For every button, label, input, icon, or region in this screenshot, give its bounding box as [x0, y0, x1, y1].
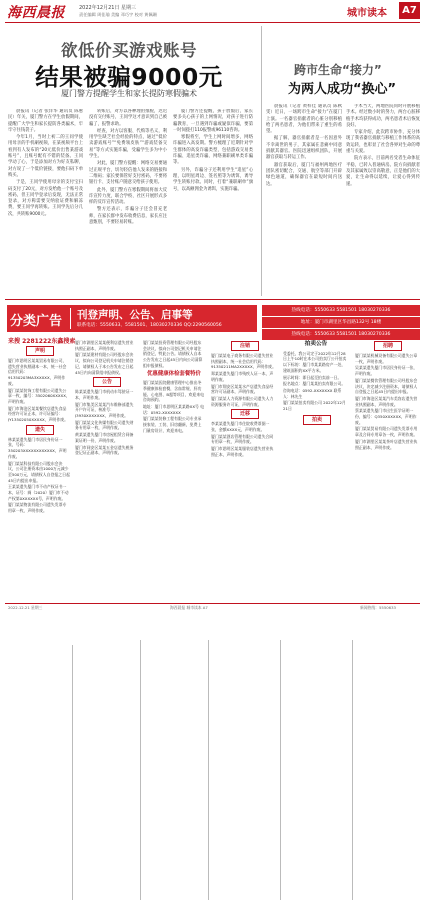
masthead-rule — [5, 22, 420, 23]
classifieds-section — [0, 300, 425, 603]
article2-headline: 为两人成功“换心” — [288, 82, 397, 97]
category-label: 遗失 — [26, 425, 54, 435]
paragraph: 转账后，对方以各种理由推脱，迟迟没有交付账号，王同学这才意识到自己被骗了，报警求助。 — [89, 109, 167, 127]
classifieds-info-box — [262, 305, 420, 340]
ad-item: 王某某遗失厦门市不动产权证书一本，证号：闽（2020）厦门市不动产权第0XXXXXX号，声明作废。 — [8, 484, 69, 501]
classifieds-column-1 — [8, 345, 70, 600]
ad-item: 厦门某某物流有限公司遗失发票专用章一枚，声明作废。 — [8, 502, 67, 514]
ad-item: 咨询电话：0592-XXXXXXX 联系人：林先生 — [283, 387, 342, 399]
ad-item: 厦门某某贸易有限公司遗失发票专用章及合同专用章各一枚，声明作废。 — [355, 426, 418, 438]
article1-column-1 — [8, 109, 83, 293]
classifieds-column-4 — [211, 340, 277, 600]
column-divider — [72, 645, 73, 900]
paragraph: 院方表示，目前两名受者生命体征平稳，已转入普通病房。院方向捐献者及其家属致以崇高敬意，正是他们的大爱，让生命得以延续，让爱心得到传递。 — [346, 156, 420, 187]
paragraph: 寒假将至，学生上网时间增多，网络诈骗进入高发期。警方梳理了近期针对学生群体的高发诈骗类型，包括游戏交易类诈骗、追星类诈骗、网络兼职刷单类诈骗等。 — [173, 135, 253, 166]
footer-rule — [5, 603, 420, 604]
page-footer — [0, 603, 425, 611]
ad-item: 厦门市湖里区某某茶叶店遗失营业执照正副本，声明作废。 — [355, 438, 418, 450]
article2-column-1 — [266, 104, 342, 252]
article1-subhead: 厦门警方提醒学生和家长提防寒假骗术 — [61, 89, 197, 98]
ad-item: 李某某遗失厦门市住院收费票据一张，金额XXXX元，声明作废。 — [211, 421, 270, 433]
ad-item: 郑某某遗失厦门市残疾人证一本，声明作废。 — [211, 371, 274, 382]
info-address: 地址：厦门市湖里区华昌路132号 18楼 — [300, 320, 382, 325]
paragraph: 今年1月，当时上初二的王同学使用母亲的手机刷视频，在某视频平台上看到有人发布的“20元低价出售某游戏账号”，且账号配有不错的装备。王同学动了心，于是添加对方为好友私聊，对方说了一个低价链接，要他扫码下单购买。 — [8, 135, 83, 178]
category-label: 公告 — [93, 377, 121, 387]
section-label: 城市读本 — [347, 8, 387, 19]
article2-column-2 — [346, 104, 420, 294]
page-number: A7 — [402, 5, 417, 16]
auction-notice-title: 拍卖公告 — [304, 341, 328, 347]
column-divider — [140, 640, 141, 900]
ad-item: 厦门某某装修工程有限公司专业承接家装、工装、旧房翻新，免费上门量房设计，欢迎来电。 — [143, 416, 202, 433]
category-label: 声明 — [26, 346, 54, 356]
column-divider — [208, 640, 209, 900]
paragraph: 手术当天，两地医院同时开展移植手术。经过数小时的努力，两台心脏移植手术均获得成功，两名患者术后恢复良好。 — [346, 104, 420, 128]
article1-headline: 结果被骗9000元 — [35, 63, 223, 91]
ad-item: 厦门某某装饰工程有限公司遗失公章一枚，编号：3502060XXXXX，声明作废。 — [8, 387, 70, 404]
ad-item: 厦门市思明区某某服装店遗失营业执照正本，声明作废。 — [211, 446, 274, 457]
ad-item: 受委托，我公司定于2022年12月28日上午10时在本公司拍卖厅公开拍卖以下标的：厦门市某某路房产一处，建筑面积约XX平方米。 — [283, 350, 347, 373]
classifieds-banner — [7, 305, 257, 332]
column-divider — [280, 640, 281, 900]
ad-item: 黄某某遗失厦门市房屋租赁合同备案证明一份，声明作废。 — [75, 432, 134, 443]
ad-item: 厦门某某投资管理有限公司经股东会决议，拟向公司登记机关申请注销登记，特此公告。请债权人自本公告发布之日起45日内向公司清算组申报债权。 — [143, 340, 203, 368]
ad-item: 厦门某某文化传媒有限公司遗失财务专用章一枚，声明作废。 — [75, 419, 134, 431]
article1-column-2 — [89, 109, 167, 293]
ad-item: 厦门市海沧区某某汽车美容店遗失营业执照副本，声明作废。 — [355, 395, 418, 407]
paragraph: 器官获取后，厦门与福州两地医疗团队密切配合，交通、航空等部门开辟绿色通道，确保器官在最短时间内送达。 — [266, 162, 342, 187]
footer-left: 2022.12.21 星期三 — [8, 605, 43, 610]
article-game-account-scam — [0, 24, 258, 298]
footer-right: 新闻热线：5550633 — [360, 605, 396, 610]
category-label: 注销 — [231, 341, 259, 351]
paragraph: 经查，对方以客服、代购等名义，利用学生缺乏社会经验的特点，通过“低价卖游戏账号”“免费领皮肤”“游戏装备交易”等方式实施诈骗，受骗学生多为中小学生。 — [89, 128, 167, 160]
info-line-3 — [262, 329, 420, 340]
ad-item: 厦门市海沧区某某餐饮店遗失食品经营许可证正本，许可证编号：JY13502050XXXXX，声明作废。 — [8, 405, 68, 423]
ad-item: 报名地点：厦门某某拍卖有限公司。 — [283, 381, 346, 387]
paragraph: 对此，厦门警方提醒：网络交易要通过正规平台，切勿轻信他人发来的链接和二维码；家长要保管好支付密码，不要将银行卡、支付账户随意交给孩子使用。 — [89, 161, 167, 186]
masthead-editors: 责任编辑 周佳瑜 美编 邓巧宇 校对 黄佩珊 — [79, 12, 157, 17]
ad-item: 地址：厦门市思明区某某路XX号 电话：0592-XXXXXXX — [143, 404, 205, 415]
ad-item: 厦门某某人力资源有限公司遗失人力资源服务许可证，声明作废。 — [211, 395, 274, 407]
category-label: 迁移 — [231, 409, 259, 419]
ad-item: 吴某某遗失厦门市居民身份证一张，声明作废。 — [355, 365, 418, 377]
ad-item: 厦门某某医院健康管理中心推出冬季健康体检套餐，含血常规、肝功能、心电图、B超等项目，欢迎来电咨询预约。 — [143, 380, 205, 403]
ad-item: 厦门市集美区某某汽车维修部遗失开户许可证，核准号：J3930XXXXXXX，声明作废。 — [75, 401, 134, 419]
info-hotline-repeat: 热线电话：5550633 5581501 18030270336 — [291, 332, 391, 337]
paragraph: 于是，王同学使用母亲的支付宝扫码支付了20元，对方发给他一个账号及密码，但王同学登录后发现，无法正常登录，对方称需要交纳验证费和解冻费，要王同学再转账。王同学先后分几次，共转账9000元。 — [8, 180, 83, 217]
newspaper-logo: 海西晨报 — [7, 5, 65, 21]
paragraph: 厦门警方还提醒，孩子放假后，家长要多关心孩子的上网情况，对孩子进行防骗教育，一旦遇到诈骗或疑似诈骗，要第一时间拨打110报警或96110咨询。 — [173, 109, 253, 133]
classifieds-subtitle: 刊登声明、公告、启事等 — [77, 309, 193, 321]
ad-item: 厦门某某机械设备有限公司遗失公章一枚，声明作废。 — [355, 353, 418, 364]
banner-divider — [70, 308, 71, 329]
article1-column-3 — [173, 109, 253, 293]
info-hotline: 热线电话：5550633 5581501 18030270336 — [291, 308, 391, 313]
ad-item: 厦门市翔安区某某水产店遗失食品经营许可证副本，声明作废。 — [211, 383, 274, 395]
masthead — [0, 0, 425, 24]
classifieds-column-2 — [75, 340, 137, 600]
classifieds-column-6 — [355, 340, 420, 600]
paragraph: 晨报讯（记者 黄梓佳 通讯员 陈秋雯）近日，一场跨市生命“接力”在厦门上演。一名器官捐献者的心脏分别移植给了两名患者，为他们带来了重生的希望。 — [266, 104, 342, 135]
ad-item: 厦门市湖里区某某便利店遗失营业执照正副本，声明作废。 — [75, 340, 134, 351]
info-line-2 — [262, 317, 420, 328]
footer-center: 海西晨报 城市读本 A7 — [170, 605, 208, 610]
paragraph: 警方还表示，诈骗分子还会冒充老师，在家长群中发布收费信息，家长应注意甄别，不要轻易转账。 — [89, 207, 167, 226]
paragraph: 此外，厦门警方在寒假期间将加大反诈宣传力度，联合学校、社区开展形式多样的反诈宣传活动。 — [89, 187, 167, 206]
ad-item: 蔡某某遗失厦门市出生医学证明一份，编号：Q350XXXXXX，声明作废。 — [355, 408, 417, 425]
ad-item: 厦门某某电子商务有限公司遗失营业执照副本，统一社会信用代码：91350211MA2XXXXX，声明作废。 — [211, 353, 276, 370]
ad-item: 展示时间：即日起至拍卖前一日。 — [283, 374, 342, 380]
hotline-label: 来搜 2281222东鑫搜索 — [8, 338, 76, 345]
ad-item: 厦门某某建材有限公司经股东会决议，拟向公司登记机关申请注销登记，请债权人于本公告发布之日起45日内向清算组申报债权。 — [75, 352, 134, 375]
paragraph: 据了解，器官捐献者是一名因意外不幸离世的男子，其家属在悲痛中同意捐献其器官。医院迅速组织团队，开展器官获取与转运工作。 — [266, 136, 342, 161]
ad-item: 厦门市同安区某某五金店遗失税务登记证正副本，声明作废。 — [75, 444, 134, 456]
ad-item: 厦门某某科技有限公司股东会决议，公司注册资本由1000万元减少至500万元，请债权人自登报之日起45日内提出申报。 — [8, 460, 70, 483]
article2-kicker: 跨市生命“接力” — [294, 63, 382, 77]
ad-item: 厦门某某拍卖有限公司 2022年12月21日 — [283, 400, 346, 412]
paragraph: 另外，诈骗分子还利用学生“追星”心理，以明星周边、签名照等为诱饵，诱导学生转账付款。同时，打着“兼职刷单”旗号，以高额佣金为诱饵，实施诈骗。 — [173, 167, 253, 192]
category-label: 招聘 — [374, 341, 402, 351]
column-divider — [352, 640, 353, 900]
classifieds-contact: 联系电话：5550633、5581501、18030270336 QQ:2290560056 — [77, 323, 222, 328]
article-heart-transplant — [262, 24, 425, 298]
masthead-date: 2022年12月21日 星期三 — [79, 5, 137, 11]
classifieds-column-5 — [283, 340, 349, 600]
ad-item: 厦门某某酒店管理有限公司遗失合同专用章一枚，声明作废。 — [211, 433, 274, 445]
paragraph: 专家介绍，此次跨市协作，充分体现了我省器官捐献与移植工作体系的高效运转，也彰显了社会各界对生命的尊重与关爱。 — [346, 130, 420, 155]
classifieds-column-3 — [143, 340, 205, 600]
info-line-1 — [262, 305, 420, 316]
article1-kicker: 欲低价买游戏账号 — [61, 41, 197, 60]
ad-item: 厦门某某餐饮管理有限公司经股东会决议，决定减少注册资本，请债权人自登报之日起45日内提出申报。 — [355, 377, 418, 395]
paragraph: 晨报讯（记者 张洋华 通讯员 陈惠民）年关，厦门警方在学生放假期间，提醒广大学生和家长提防各类骗术，牢牢守住钱袋子。 — [8, 109, 83, 133]
ad-item: 厦门市思明区某某贸易有限公司，遗失营业执照副本一本，统一社会信用代码：91350203MA3XXXXX，声明作废。 — [8, 358, 67, 386]
ad-item: 林某某遗失厦门市居民身份证一张，号码：350203XXXXXXXXXXXX，声明作废。 — [8, 436, 67, 459]
category-label: 拍卖 — [303, 415, 331, 425]
health-check-title: 优惠健康体检套餐特价 — [147, 370, 201, 377]
classifieds-title: 分类广告 — [10, 314, 63, 329]
ad-item: 陈某某遗失厦门市机动车驾驶证一本，声明作废。 — [75, 389, 134, 400]
page-number-badge — [399, 2, 420, 19]
